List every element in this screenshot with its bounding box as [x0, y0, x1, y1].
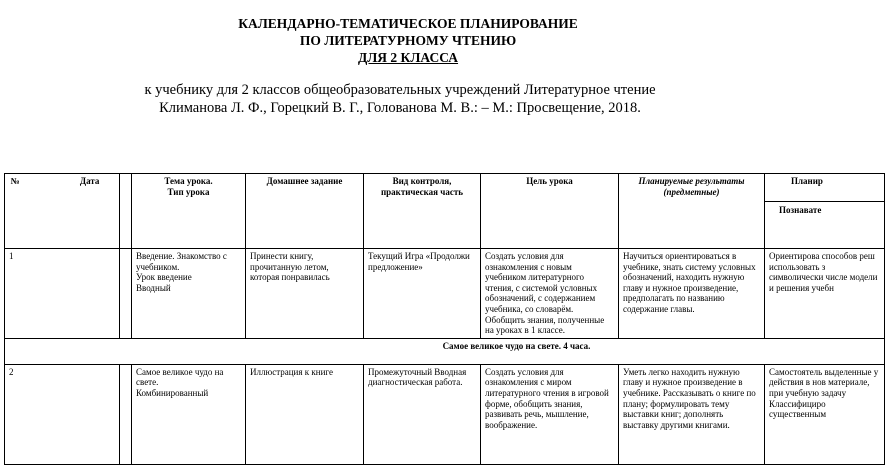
row-1-cognitive: Ориентирова способов реш использовать з символически числе модели и решения учебн: [765, 249, 885, 339]
row-1-topic: Введение. Знакомство с учебником. Урок введение Вводный: [132, 249, 246, 339]
textbook-reference-line-1: к учебнику для 2 классов общеобразовательных учреждений Литературное чтение: [144, 82, 656, 98]
textbook-reference-line-2: Климанова Л. Ф., Горецкий В. Г., Голованова М. В.: – М.: Просвещение, 2018.: [159, 100, 641, 116]
header-planned: Планир Познавате: [765, 174, 885, 249]
row-2-homework: Иллюстрация к книге: [246, 364, 364, 464]
row-1-control: Текущий Игра «Продолжи предложение»: [364, 249, 481, 339]
row-2-goal: Создать условия для ознакомления с миром литературного чтения в игровой форме, обобщить знания, развивать речь, мышление, воображение.: [481, 364, 619, 464]
header-results: Планируемые результаты (предметные): [619, 174, 765, 249]
doc-title-line-3: ДЛЯ 2 КЛАССА: [357, 50, 459, 65]
table-header-row: [5, 174, 885, 249]
header-topic: Тема урока. Тип урока: [132, 174, 246, 249]
lesson-plan-table: [4, 173, 885, 465]
section-row: [5, 338, 885, 364]
header-control: Вид контроля, практическая часть: [364, 174, 481, 249]
header-date: Дата: [79, 176, 100, 186]
row-1-goal: Создать условия для ознакомления с новым учебником литературного чтения, с системой условных обозначений, с содержанием учебника, со словарём. Обобщить знания, полученные на уроках в 1 классе.: [481, 249, 619, 339]
row-1-results: Научиться ориентироваться в учебнике, знать систему условных обозначений, находить нужную главу и нужное произведение, предполагать по названию содержание главы.: [619, 249, 765, 339]
header-number: № Дата: [5, 174, 120, 249]
section-title: Самое великое чудо на свете. 4 часа.: [5, 338, 885, 364]
row-2-results: Уметь легко находить нужную главу и нужное произведение в учебнике. Рассказывать о книге по плану; формулировать тему выставки книг; дополнять выставку другими книгами.: [619, 364, 765, 464]
row-1-number: 1: [5, 249, 120, 339]
table-row: [5, 249, 885, 339]
header-blank: [120, 174, 132, 249]
header-homework: Домашнее задание: [246, 174, 364, 249]
row-1-date: [120, 249, 132, 339]
row-2-cognitive: Самостоятель выделенные у действия в нов материале, при учебную задачу Классифициро существенным: [765, 364, 885, 464]
row-1-homework: Принести книгу, прочитанную летом, которая понравилась: [246, 249, 364, 339]
doc-title-line-1: КАЛЕНДАРНО-ТЕМАТИЧЕСКОЕ ПЛАНИРОВАНИЕ: [238, 16, 578, 31]
doc-title-line-2: ПО ЛИТЕРАТУРНОМУ ЧТЕНИЮ: [299, 33, 517, 48]
row-2-control: Промежуточный Вводная диагностическая работа.: [364, 364, 481, 464]
header-goal: Цель урока: [481, 174, 619, 249]
row-2-date: [120, 364, 132, 464]
table-row: [5, 364, 885, 464]
row-2-number: 2: [5, 364, 120, 464]
header-cognitive: Познавате: [765, 201, 884, 216]
row-2-topic: Самое великое чудо на свете. Комбинированный: [132, 364, 246, 464]
